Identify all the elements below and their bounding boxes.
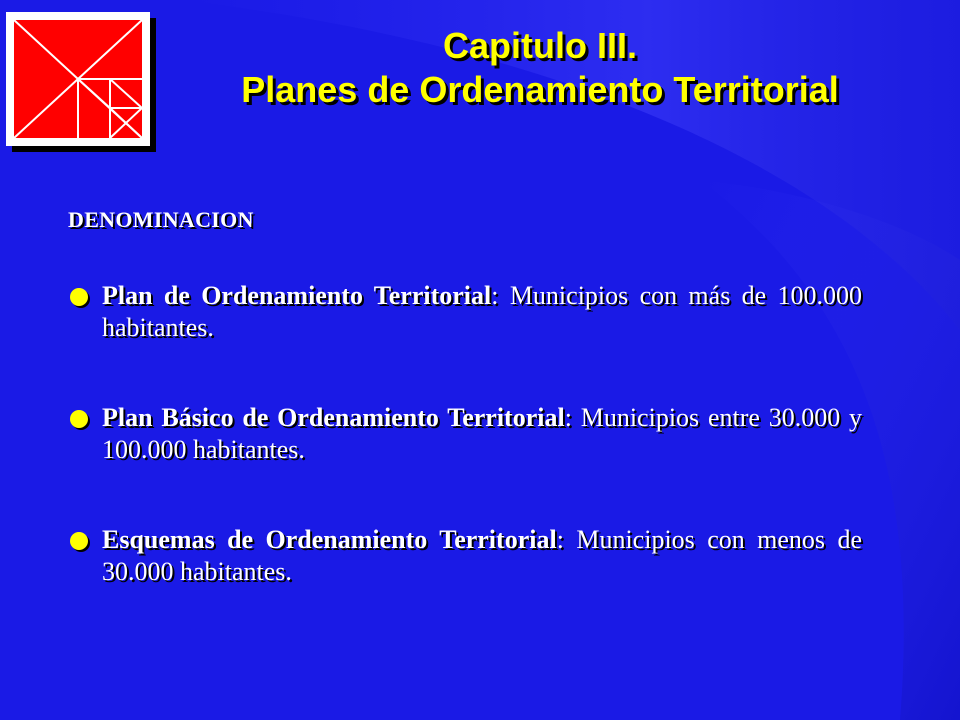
slide-title [160, 24, 920, 112]
bullet-term: Plan Básico de Ordenamiento Territorial [102, 403, 565, 432]
bullet-list [70, 280, 862, 646]
bullet-term: Esquemas de Ordenamiento Territorial [102, 525, 557, 554]
red-square-geometric-logo-icon [4, 10, 156, 152]
bullet-item-plan-ordenamiento [70, 280, 862, 344]
bullet-separator: : [491, 281, 499, 310]
title-line-1: Capitulo III. [443, 25, 637, 66]
bullet-separator: : [556, 525, 564, 554]
bullet-description: Municipios con menos de 30.000 habitantes. [102, 525, 862, 586]
yellow-dot-bullet-icon [70, 410, 88, 428]
bullet-term: Plan de Ordenamiento Territorial [102, 281, 492, 310]
title-line-2: Planes de Ordenamiento Territorial [241, 69, 839, 110]
yellow-dot-bullet-icon [70, 288, 88, 306]
bullet-description: Municipios con más de 100.000 habitantes. [102, 281, 862, 342]
bullet-description: Municipios entre 30.000 y 100.000 habitantes. [102, 403, 862, 464]
section-heading: DENOMINACION [68, 207, 254, 232]
bullet-separator: : [564, 403, 572, 432]
yellow-dot-bullet-icon [70, 532, 88, 550]
bullet-item-esquemas [70, 524, 862, 588]
bullet-item-plan-basico [70, 402, 862, 466]
